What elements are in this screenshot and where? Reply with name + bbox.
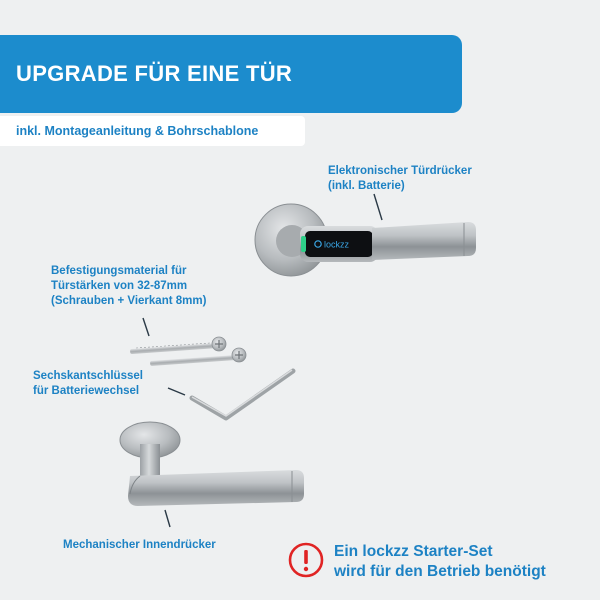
label-mounting-material: Befestigungsmaterial für Türstärken von 32-87mm (Schrauben + Vierkant 8mm)	[51, 265, 207, 307]
page-title: UPGRADE FÜR EINE TÜR	[16, 61, 293, 86]
handle-brand-text: lockzz	[324, 239, 350, 250]
exclamation-circle-icon	[288, 542, 324, 578]
subtitle: inkl. Montageanleitung & Bohrschablone	[16, 124, 259, 138]
screws	[130, 337, 246, 366]
label-electronic-handle: Elektronischer Türdrücker (inkl. Batterie)	[328, 165, 472, 192]
notice-text: Ein lockzz Starter-Set wird für den Betrieb benötigt	[334, 543, 546, 580]
label-mechanical-handle: Mechanischer Innendrücker	[63, 539, 216, 551]
mechanical-handle	[120, 422, 304, 506]
label-hex-key: Sechskantschlüssel für Batteriewechsel	[33, 370, 143, 397]
electronic-handle	[255, 204, 476, 276]
hex-key	[192, 370, 293, 418]
starter-set-notice	[288, 542, 588, 586]
